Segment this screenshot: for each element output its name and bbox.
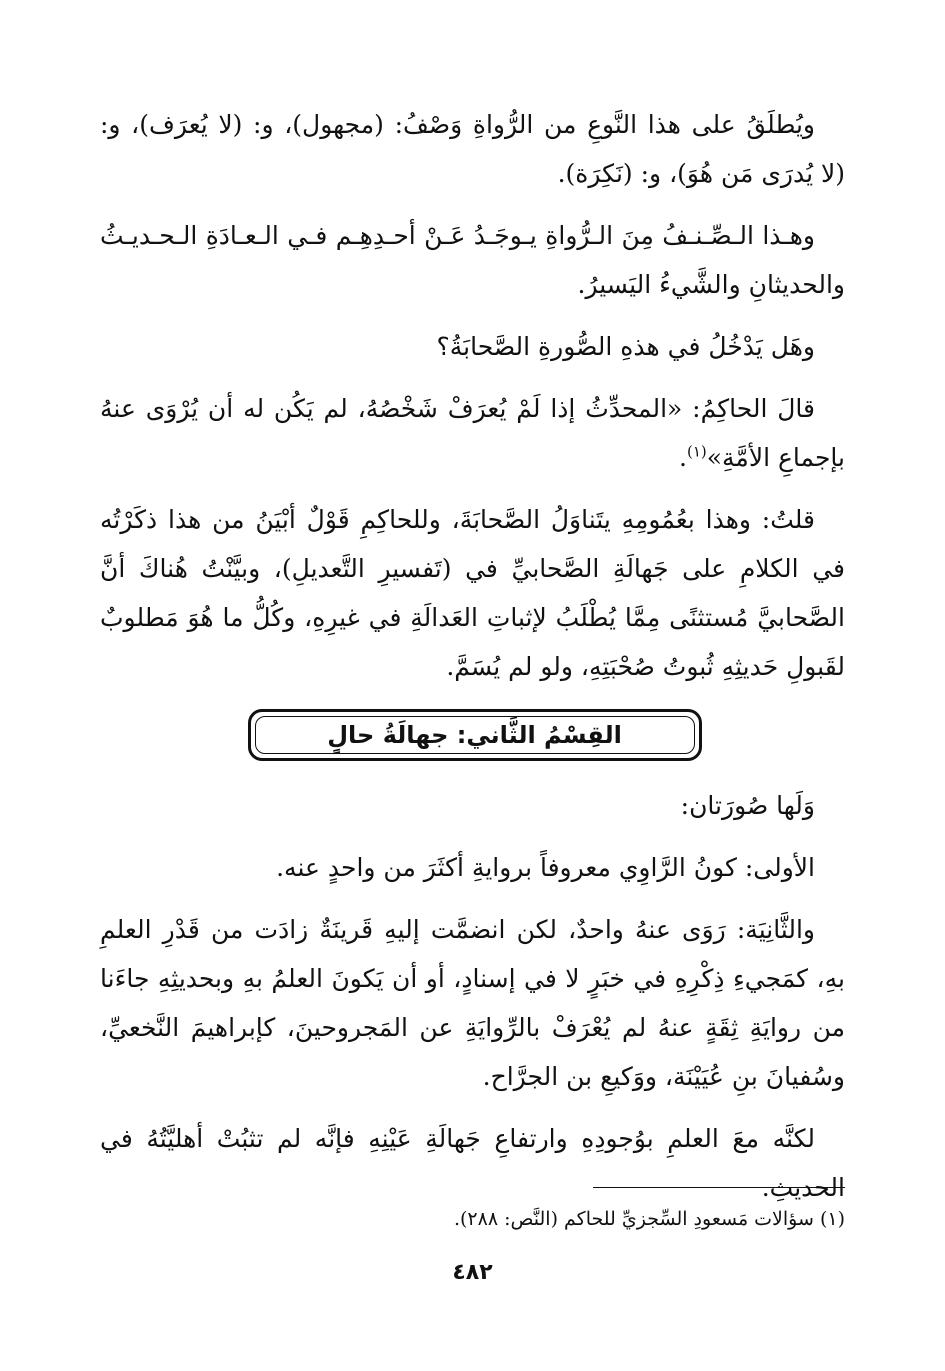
paragraph-qultu: قلتُ: وهذا بعُمُومِهِ يتَناوَلُ الصَّحابَةَ، وللحاكِمِ قَوْلٌ أبْيَنُ من هذا ذكَرْتُه في الكلامِ على جَهالَةِ الصَّحابيِّ في (تَفسيرِ التَّعديلِ)، وبيَّنْتُ هُناكَ أنَّ الصَّحابيَّ مُستثنًى مِمَّا يُطْلَبُ لإثباتِ العَدالَةِ في غيرِهِ، وكُلُّ ما هُوَ مَطلوبٌ لقَبولِ حَديثِهِ ثُبوتُ صُحْبَتِهِ، ولو لم يُسَمَّ.	[100, 505, 845, 681]
paragraph-hakim-quote	[100, 384, 845, 482]
section-heading: القِسْمُ الثَّاني: جهالَةُ حالٍ	[255, 716, 695, 754]
hakim-quote-text: قالَ الحاكِمُ: «المحدِّثُ إذا لَمْ يُعرَفْ شَخْصُهُ، لم يَكُن له أن يُرْوَى عنهُ بإجماعِ الأمَّةِ»	[100, 394, 845, 472]
page-number: ٤٨٢	[452, 1260, 493, 1285]
section-heading-frame	[248, 709, 702, 761]
page-body	[100, 100, 845, 1212]
paragraph-conclusion: لكنَّه معَ العلمِ بوُجودِهِ وارتفاعِ جَهالَةِ عَيْنِهِ فإنَّه لم تثبُتْ أهليَّتُهُ في الحديثِ.	[100, 1124, 845, 1202]
paragraph-category: وهـذا الـصِّـنـفُ مِنَ الـرُّواةِ يـوجَـدُ عَـنْ أحـدِهِـم فـي الـعـادَةِ الـحـديـثُ والحديثانِ والشَّيءُ اليَسيرُ.	[100, 221, 845, 299]
paragraph-question: وهَل يَدْخُلُ في هذهِ الصُّورةِ الصَّحابَةُ؟	[436, 332, 815, 361]
paragraph-second-form: والثَّانِيَة: رَوَى عنهُ واحدٌ، لكن انضمَّت إليهِ قَرينَةٌ زادَت من قَدْرِ العلمِ بهِ، كمَجيءِ ذِكْرِهِ في خبَرٍ لا في إسنادٍ، أو أن يَكونَ العلمُ بهِ وبحديثِهِ جاءَنا من روايَةِ ثِقَةٍ عنهُ لم يُعْرَفْ بالرِّوايَةِ عن المَجروحينَ، كإبراهيمَ النَّخعيِّ، وسُفيانَ بنِ عُيَيْنَة، ووَكيعِ بن الجرَّاح.	[100, 915, 845, 1091]
footnote-divider	[593, 1187, 845, 1188]
hakim-quote-end: .	[679, 443, 687, 472]
footnote-reference[interactable]: (١)	[686, 442, 707, 461]
footnote-text: (١) سؤالات مَسعودِ السِّجزيِّ للحاكم (النَّص: ٢٨٨).	[453, 1208, 845, 1230]
paragraph-description: ويُطلَقُ على هذا النَّوعِ من الرُّواةِ وَصْفُ: (مجهول)، و: (لا يُعرَف)، و: (لا يُدرَى مَن هُوَ)، و: (نَكِرَة).	[100, 110, 845, 188]
paragraph-two-forms: وَلَها صُورَتان:	[680, 791, 815, 820]
paragraph-first-form: الأولى: كونُ الرَّاوِي معروفاً بروايةِ أكثَرَ من واحدٍ عنه.	[276, 853, 815, 882]
